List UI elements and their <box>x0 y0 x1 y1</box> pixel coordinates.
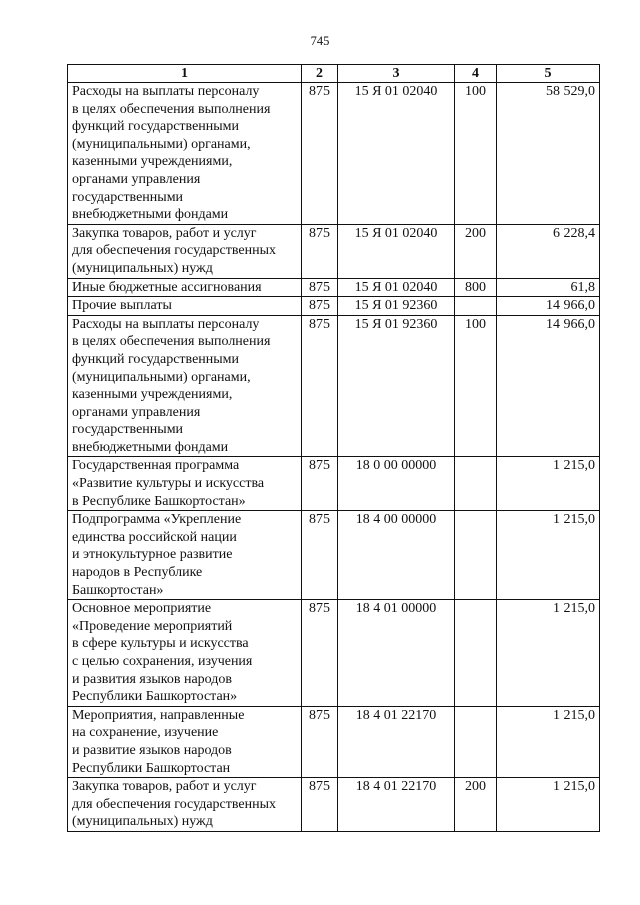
expense-type-cell: 200 <box>455 224 497 278</box>
table-row <box>68 778 600 832</box>
row-name-line: функций государственными <box>72 119 240 135</box>
table-body <box>68 83 600 832</box>
row-name-cell <box>68 600 302 707</box>
amount-cell: 1 215,0 <box>497 600 600 707</box>
row-name-line: для обеспечения государственных <box>72 796 276 812</box>
row-name-line: Подпрограмма «Укрепление <box>72 512 242 528</box>
expense-type-cell: 800 <box>455 278 497 297</box>
ministry-code-cell: 875 <box>302 297 338 316</box>
row-name-line: на сохранение, изучение <box>72 725 219 741</box>
row-name-cell <box>68 457 302 511</box>
row-name-line: (муниципальными) органами, <box>72 369 251 385</box>
table-row <box>68 706 600 777</box>
header-col-1: 1 <box>68 65 302 83</box>
target-article-cell: 15 Я 01 92360 <box>338 297 455 316</box>
row-name-line: Прочие выплаты <box>72 298 172 314</box>
row-name-line: Башкортостан» <box>72 582 164 598</box>
row-name-line: для обеспечения государственных <box>72 243 276 259</box>
row-name-line: с целью сохранения, изучения <box>72 654 253 669</box>
header-col-3: 3 <box>338 65 455 83</box>
table-row <box>68 600 600 707</box>
row-name-line: «Проведение мероприятий <box>72 618 233 634</box>
ministry-code-cell: 875 <box>302 511 338 600</box>
row-name-line: Государственная программа <box>72 458 240 474</box>
target-article-cell: 15 Я 01 92360 <box>338 315 455 457</box>
target-article-cell: 18 0 00 00000 <box>338 457 455 511</box>
target-article-cell: 18 4 01 00000 <box>338 600 455 707</box>
row-name-line: Республики Башкортостан <box>72 760 231 776</box>
table-row <box>68 224 600 278</box>
row-name-cell <box>68 315 302 457</box>
ministry-code-cell: 875 <box>302 778 338 832</box>
row-name-line: (муниципальными) органами, <box>72 136 251 152</box>
amount-cell: 1 215,0 <box>497 778 600 832</box>
row-name-line: в сфере культуры и искусства <box>72 636 249 652</box>
header-col-5: 5 <box>497 65 600 83</box>
expense-type-cell: 200 <box>455 778 497 832</box>
ministry-code-cell: 875 <box>302 600 338 707</box>
target-article-cell: 18 4 00 00000 <box>338 511 455 600</box>
header-col-2: 2 <box>302 65 338 83</box>
table-header <box>68 65 600 83</box>
row-name-line: в целях обеспечения выполнения <box>72 101 271 117</box>
row-name-line: государственными <box>72 189 184 205</box>
expense-type-cell: 100 <box>455 315 497 457</box>
row-name-cell <box>68 83 302 225</box>
amount-cell: 1 215,0 <box>497 457 600 511</box>
amount-cell: 1 215,0 <box>497 706 600 777</box>
header-col-4: 4 <box>455 65 497 83</box>
row-name-line: единства российской нации <box>72 529 237 545</box>
row-name-line: (муниципальных) нужд <box>72 814 213 830</box>
table-row <box>68 511 600 600</box>
row-name-cell <box>68 706 302 777</box>
row-name-cell <box>68 511 302 600</box>
row-name-cell <box>68 778 302 832</box>
target-article-cell: 18 4 01 22170 <box>338 706 455 777</box>
ministry-code-cell: 875 <box>302 278 338 297</box>
row-name-line: «Развитие культуры и искусства <box>72 476 265 492</box>
row-name-line: и этнокультурное развитие <box>72 547 233 563</box>
amount-cell: 61,8 <box>497 278 600 297</box>
table-row <box>68 457 600 511</box>
ministry-code-cell: 875 <box>302 706 338 777</box>
row-name-line: Иные бюджетные ассигнования <box>72 279 262 295</box>
row-name-line: органами управления <box>72 404 201 420</box>
row-name-line: Республики Башкортостан» <box>72 689 238 705</box>
amount-cell: 14 966,0 <box>497 297 600 316</box>
row-name-cell <box>68 297 302 316</box>
row-name-line: Закупка товаров, работ и услуг <box>72 225 257 241</box>
expense-type-cell: 100 <box>455 83 497 225</box>
row-name-cell <box>68 224 302 278</box>
row-name-line: функций государственными <box>72 351 240 367</box>
row-name-line: внебюджетными фондами <box>72 439 229 455</box>
target-article-cell: 18 4 01 22170 <box>338 778 455 832</box>
expense-type-cell <box>455 297 497 316</box>
amount-cell: 14 966,0 <box>497 315 600 457</box>
row-name-line: и развития языков народов <box>72 671 233 687</box>
expense-type-cell <box>455 511 497 600</box>
table-row <box>68 315 600 457</box>
row-name-line: Расходы на выплаты персоналу <box>72 84 260 99</box>
row-name-line: в Республике Башкортостан» <box>72 493 246 509</box>
target-article-cell: 15 Я 01 02040 <box>338 278 455 297</box>
row-name-line: казенными учреждениями, <box>72 154 233 170</box>
table-row <box>68 297 600 316</box>
row-name-cell <box>68 278 302 297</box>
row-name-line: народов в Республике <box>72 565 203 581</box>
table-row <box>68 83 600 225</box>
expense-type-cell <box>455 706 497 777</box>
budget-table <box>67 64 600 832</box>
row-name-line: внебюджетными фондами <box>72 207 229 223</box>
ministry-code-cell: 875 <box>302 457 338 511</box>
row-name-line: Закупка товаров, работ и услуг <box>72 779 257 795</box>
row-name-line: в целях обеспечения выполнения <box>72 334 271 350</box>
ministry-code-cell: 875 <box>302 315 338 457</box>
expense-type-cell <box>455 457 497 511</box>
target-article-cell: 15 Я 01 02040 <box>338 83 455 225</box>
row-name-line: Мероприятия, направленные <box>72 707 245 723</box>
row-name-line: государственными <box>72 422 184 438</box>
expense-type-cell <box>455 600 497 707</box>
target-article-cell: 15 Я 01 02040 <box>338 224 455 278</box>
table-row <box>68 278 600 297</box>
row-name-line: Расходы на выплаты персоналу <box>72 316 260 332</box>
amount-cell: 6 228,4 <box>497 224 600 278</box>
amount-cell: 58 529,0 <box>497 83 600 225</box>
amount-cell: 1 215,0 <box>497 511 600 600</box>
header-row <box>68 65 600 83</box>
row-name-line: Основное мероприятие <box>72 601 212 617</box>
row-name-line: и развитие языков народов <box>72 742 232 758</box>
ministry-code-cell: 875 <box>302 224 338 278</box>
row-name-line: (муниципальных) нужд <box>72 260 213 276</box>
page-number: 745 <box>310 34 330 48</box>
ministry-code-cell: 875 <box>302 83 338 225</box>
row-name-line: казенными учреждениями, <box>72 387 233 403</box>
row-name-line: органами управления <box>72 171 201 187</box>
